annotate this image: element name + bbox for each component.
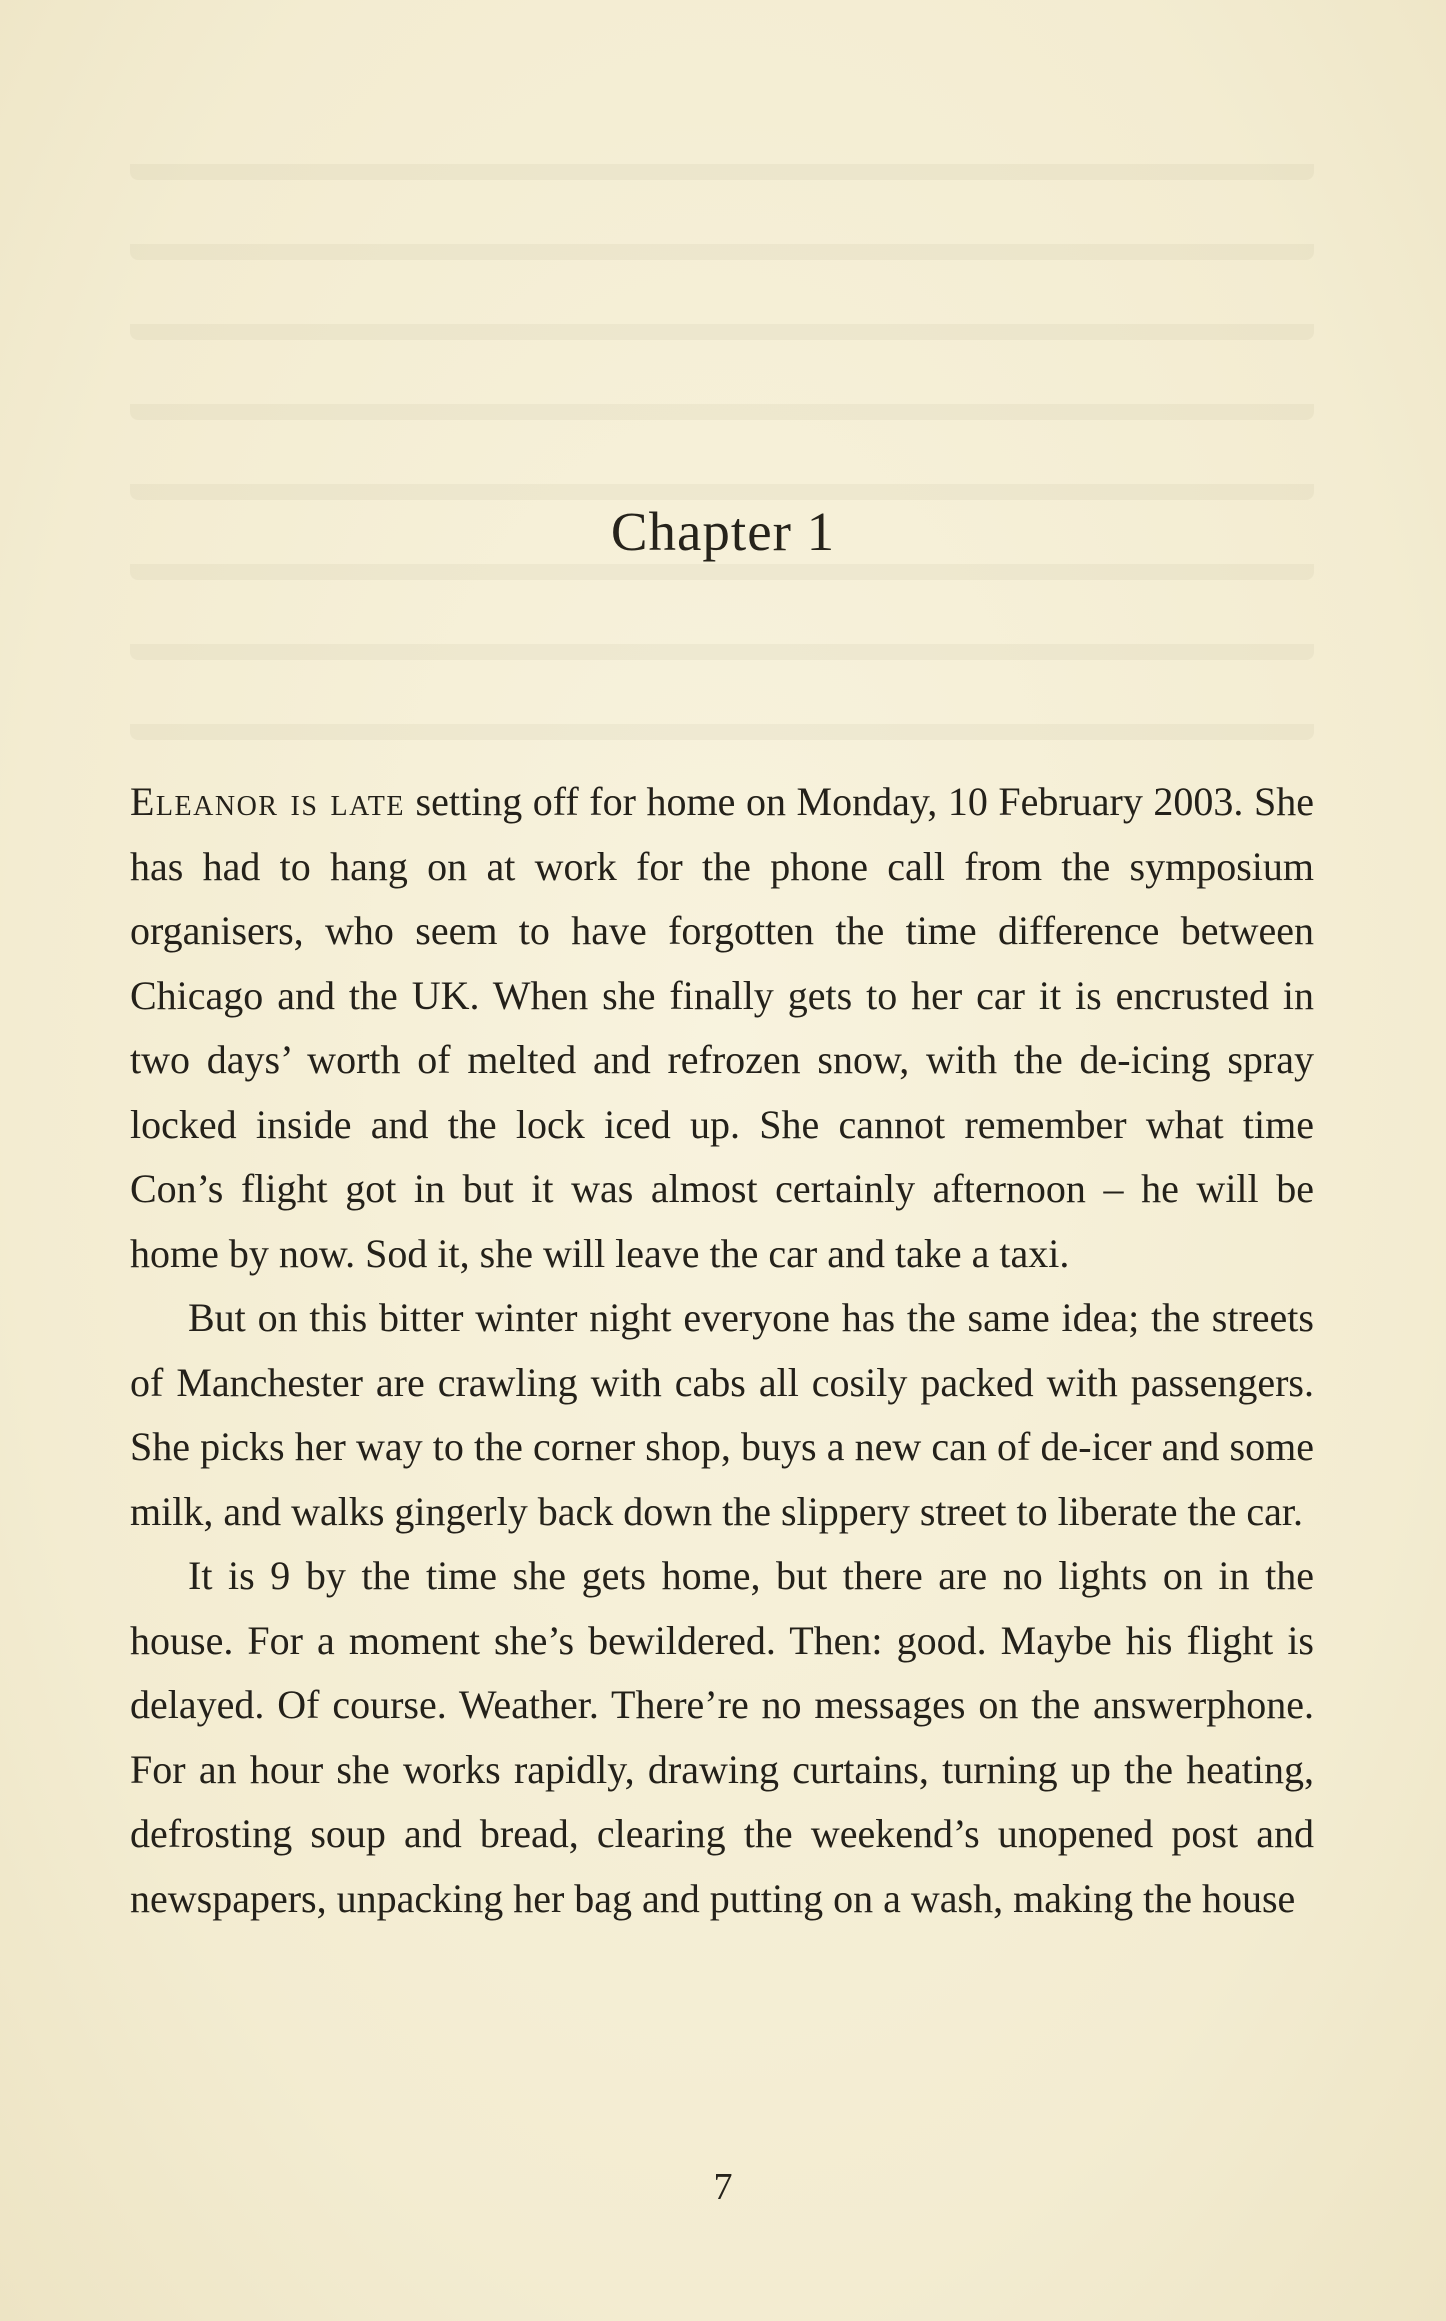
chapter-body [130,770,1314,1931]
paragraph-3: It is 9 by the time she gets home, but there are no lights on in the house. For a moment she’s bewildered. Then: good. Maybe his flight is delayed. Of course. Weather. There’re no messages on the answerphone. For an hour she works rapidly, drawing curtains, turning up the heating, defrosting soup and bread, clearing the weekend’s unopened post and newspapers, unpacking her bag and putting on a wash, making the house [130,1553,1314,1921]
paragraph-lead-in: Eleanor is late [130,779,405,824]
paragraph-1 [130,770,1314,1286]
show-through-texture [130,100,1314,700]
paragraph-1-text: setting off for home on Monday, 10 February 2003. She has had to hang on at work for the phone call from the symposium organisers, who seem to have forgotten the time difference between Chicago and the UK. When she finally gets to her car it is encrusted in two days’ worth of melted and refrozen snow, with the de-icing spray locked inside and the lock iced up. She cannot remember what time Con’s flight got in but it was almost certainly afternoon – he will be home by now. Sod it, she will leave the car and take a taxi. [130,779,1314,1276]
paragraph-2: But on this bitter winter night everyone has the same idea; the streets of Manchester are crawling with cabs all cosily packed with passengers. She picks her way to the corner shop, buys a new can of de-icer and some milk, and walks gingerly back down the slippery street to liberate the car. [130,1295,1314,1534]
page-number: 7 [713,2166,733,2208]
chapter-title: Chapter 1 [610,501,836,562]
